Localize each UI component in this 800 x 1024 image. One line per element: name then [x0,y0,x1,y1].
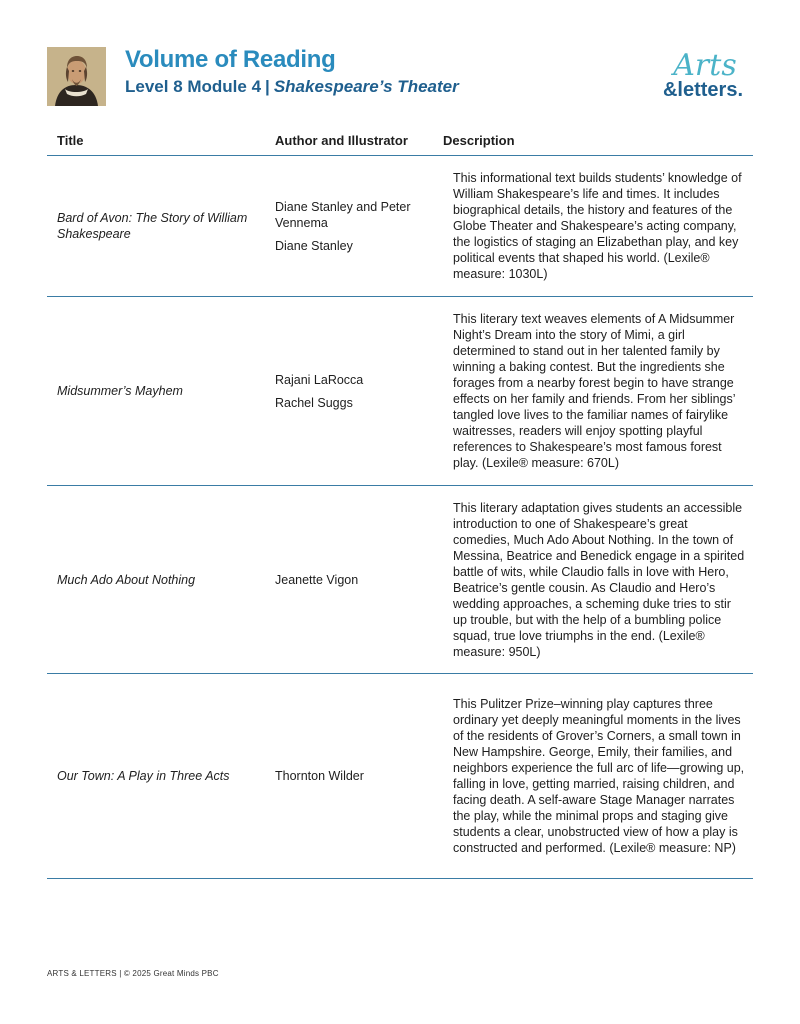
column-header-author: Author and Illustrator [265,126,443,156]
illustrator-name: Rachel Suggs [275,395,353,410]
table-row [47,486,753,674]
svg-text:&letters.: &letters. [662,79,744,101]
module-name: Shakespeare’s Theater [273,77,459,96]
arts-and-letters-logo [645,45,757,101]
book-description: This literary adaptation gives students an accessible introduction to one of Shakespeare’s great comedies, Much Ado About Nothing. In the town of Messina, Beatrice and Benedick engage in a spirited battle of wits, while Claudio falls in love with Hero, Beatrice’s gentle cousin. As Claudio and Hero’s wedding approaches, a scheming duke tries to stir up trouble, but with the help of a bumbling police squad, true love triumphs in the end. (Lexile® measure: 950L) [443,486,753,674]
author-illustrator-cell [265,486,443,674]
book-title: Our Town: A Play in Three Acts [47,674,265,879]
column-header-description: Description [443,126,753,156]
page-header [47,45,757,107]
table-row [47,674,753,879]
table-row [47,297,753,486]
book-description: This Pulitzer Prize–winning play captures three ordinary yet deeply meaningful moments in the lives of the residents of Grover’s Corners, a small town in New Hampshire. George, Emily, their families, and neighbors experience the full arc of life—growing up, falling in love, getting married, raising children, and facing death. A self-aware Stage Manager narrates the play, while the minimal props and staging give students a clear, unobstructed view of how a play is constructed and performed. (Lexile® measure: NP) [443,674,753,879]
book-description: This informational text builds students’ knowledge of William Shakespeare’s life and times. It includes biographical details, the history and features of the Globe Theater and Shakespeare’s acting company, the logistics of staging an Elizabethan play, and key political events that shaped his world. (Lexile® measure: 1030L) [443,156,753,297]
table-row [47,156,753,297]
svg-text:Arts: Arts [673,48,737,83]
author-name: Diane Stanley and Peter Vennema [275,199,411,230]
page-title: Volume of Reading [125,46,336,73]
book-description: This literary text weaves elements of A Midsummer Night’s Dream into the story of Mimi, a girl determined to stand out in her talented family by winning a baking contest. But the ingredients she forages from a nearby forest begin to have strange effects on her family and friends. From her siblings’ tangled love lives to the familiar names of fairylike waitresses, readers will enjoy spotting playful references to Shakespeare’s most famous forest play. (Lexile® measure: 670L) [443,297,753,486]
author-illustrator-cell [265,674,443,879]
author-illustrator-cell [265,156,443,297]
page-subtitle [125,76,459,98]
table-header-row [47,126,753,156]
subtitle-separator: | [265,77,270,96]
author-name: Rajani LaRocca [275,372,364,387]
book-title: Much Ado About Nothing [47,486,265,674]
illustrator-name: Diane Stanley [275,238,353,253]
shakespeare-portrait-image [47,47,106,106]
level-module-label: Level 8 Module 4 [125,77,262,96]
author-name: Jeanette Vigon [275,572,359,587]
page-footer: ARTS & LETTERS | © 2025 Great Minds PBC [47,969,219,978]
author-name: Thornton Wilder [275,769,364,783]
column-header-title: Title [47,126,265,156]
title-block [125,45,459,98]
author-illustrator-cell [265,297,443,486]
book-title: Midsummer’s Mayhem [47,297,265,486]
book-title: Bard of Avon: The Story of William Shakespeare [47,156,265,297]
reading-list-table [47,126,753,879]
